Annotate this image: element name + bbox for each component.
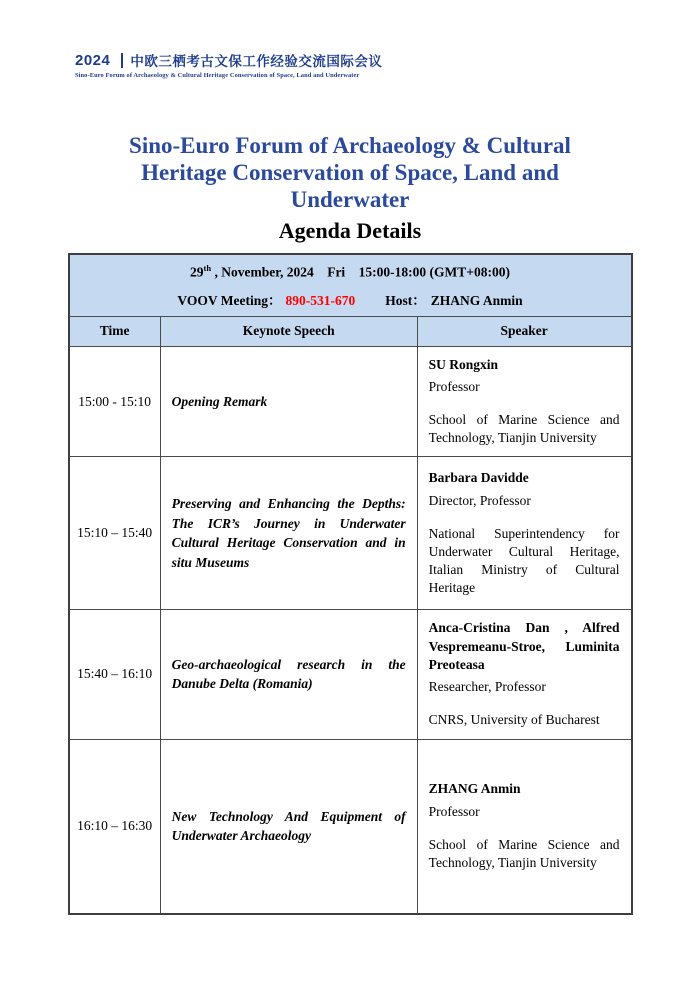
speaker-name: SU Rongxin <box>428 356 499 372</box>
speech-cell: Opening Remark <box>160 346 417 457</box>
column-header-time: Time <box>69 316 161 346</box>
speaker-affiliation: School of Marine Science and Technology, Tianjin University <box>428 836 620 870</box>
document-title: Sino-Euro Forum of Archaeology & Cultural Heritage Conservation of Space, Land and Underwater <box>129 133 571 213</box>
session-info-row <box>69 254 632 316</box>
time-cell: 15:00 - 15:10 <box>69 346 161 457</box>
session-date-rest: , November, 2024 Fri 15:00-18:00 (GMT+08:00) <box>211 264 510 280</box>
session-datetime <box>76 264 625 280</box>
host-label: Host： <box>385 292 426 308</box>
document-subtitle: Agenda Details <box>278 218 422 244</box>
speaker-affiliation: School of Marine Science and Technology, Tianjin University <box>428 412 620 446</box>
speaker-name: Barbara Davidde <box>428 470 529 486</box>
column-header-speaker: Speaker <box>417 316 631 346</box>
letterhead-title-en: Sino-Euro Forum of Archaeology & Cultural Heritage Conservation of Space, Land and Underwater <box>75 72 360 79</box>
letterhead <box>75 50 382 79</box>
speaker-affiliation: CNRS, University of Bucharest <box>428 712 600 728</box>
speaker-role: Professor <box>428 803 480 819</box>
agenda-row <box>69 739 632 914</box>
column-header-row <box>69 316 632 346</box>
agenda-row <box>69 346 632 457</box>
session-meeting-host <box>76 294 625 309</box>
speech-cell: Geo-archaeological research in the Danube Delta (Romania) <box>160 610 417 739</box>
speaker-name: Anca-Cristina Dan , Alfred Vespremeanu-Stroe, Luminita Preoteasa <box>428 620 620 672</box>
speaker-role: Director, Professor <box>428 492 531 508</box>
letterhead-divider <box>121 53 123 68</box>
letterhead-year: 2024 <box>75 51 111 69</box>
speaker-role: Researcher, Professor <box>428 679 546 695</box>
speaker-role: Professor <box>428 378 480 394</box>
speech-cell: New Technology And Equipment of Underwater Archaeology <box>160 739 417 914</box>
voov-meeting-number: 890-531-670 <box>285 292 356 308</box>
time-cell: 15:10 – 15:40 <box>69 457 161 610</box>
speech-cell: Preserving and Enhancing the Depths: The ICR’s Journey in Underwater Cultural Heritage Conservation and in situ Museums <box>160 457 417 610</box>
time-cell: 16:10 – 16:30 <box>69 739 161 914</box>
speaker-affiliation: National Superintendency for Underwater Cultural Heritage, Italian Ministry of Cultural Heritage <box>428 525 620 596</box>
speaker-cell <box>417 610 631 739</box>
host-name: ZHANG Anmin <box>430 292 523 308</box>
agenda-table <box>68 253 633 915</box>
letterhead-line-zh <box>75 50 382 70</box>
agenda-row <box>69 610 632 739</box>
title-block <box>0 0 700 244</box>
time-cell: 15:40 – 16:10 <box>69 610 161 739</box>
session-date-ordinal: th <box>203 263 212 274</box>
speaker-name: ZHANG Anmin <box>428 781 521 797</box>
speaker-cell <box>417 346 631 457</box>
session-date-day: 29 <box>190 264 204 280</box>
session-info-cell <box>69 254 632 316</box>
voov-label: VOOV Meeting： <box>177 292 282 308</box>
speaker-cell <box>417 739 631 914</box>
speaker-cell <box>417 457 631 610</box>
column-header-speech: Keynote Speech <box>160 316 417 346</box>
agenda-row <box>69 457 632 610</box>
letterhead-title-zh: 中欧三栖考古文保工作经验交流国际会议 <box>130 54 383 69</box>
